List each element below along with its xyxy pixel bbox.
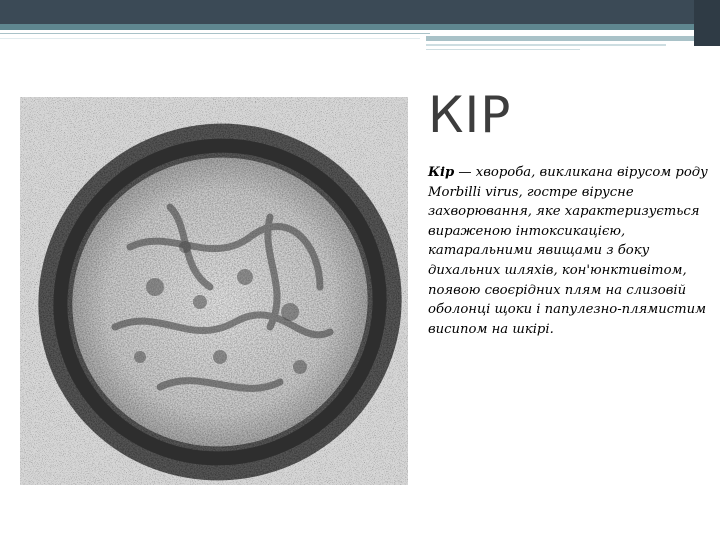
term-label: Кір xyxy=(428,165,455,180)
description-paragraph xyxy=(428,163,708,339)
decorative-rule xyxy=(426,44,666,46)
decorative-rule xyxy=(426,36,694,41)
slide-title: КІР xyxy=(428,86,512,144)
virus-micrograph-image xyxy=(20,97,408,485)
description-text: — хвороба, викликана вірусом роду Morbilli virus, гостре вірусне захворювання, яке характеризується вираженою інтоксикацією, катаральними явищами з боку дихальних шляхів, кон'юнктивітом, появою своєрідних плям на слизовій оболонці щоки і папулезно-плямистим висипом на шкірі. xyxy=(428,165,708,337)
header-accent-stripe xyxy=(0,24,694,30)
header-bar xyxy=(0,0,694,24)
decorative-rule xyxy=(0,33,430,34)
header-corner-block xyxy=(694,0,720,46)
decorative-rule xyxy=(426,49,580,50)
decorative-rule xyxy=(0,38,420,39)
